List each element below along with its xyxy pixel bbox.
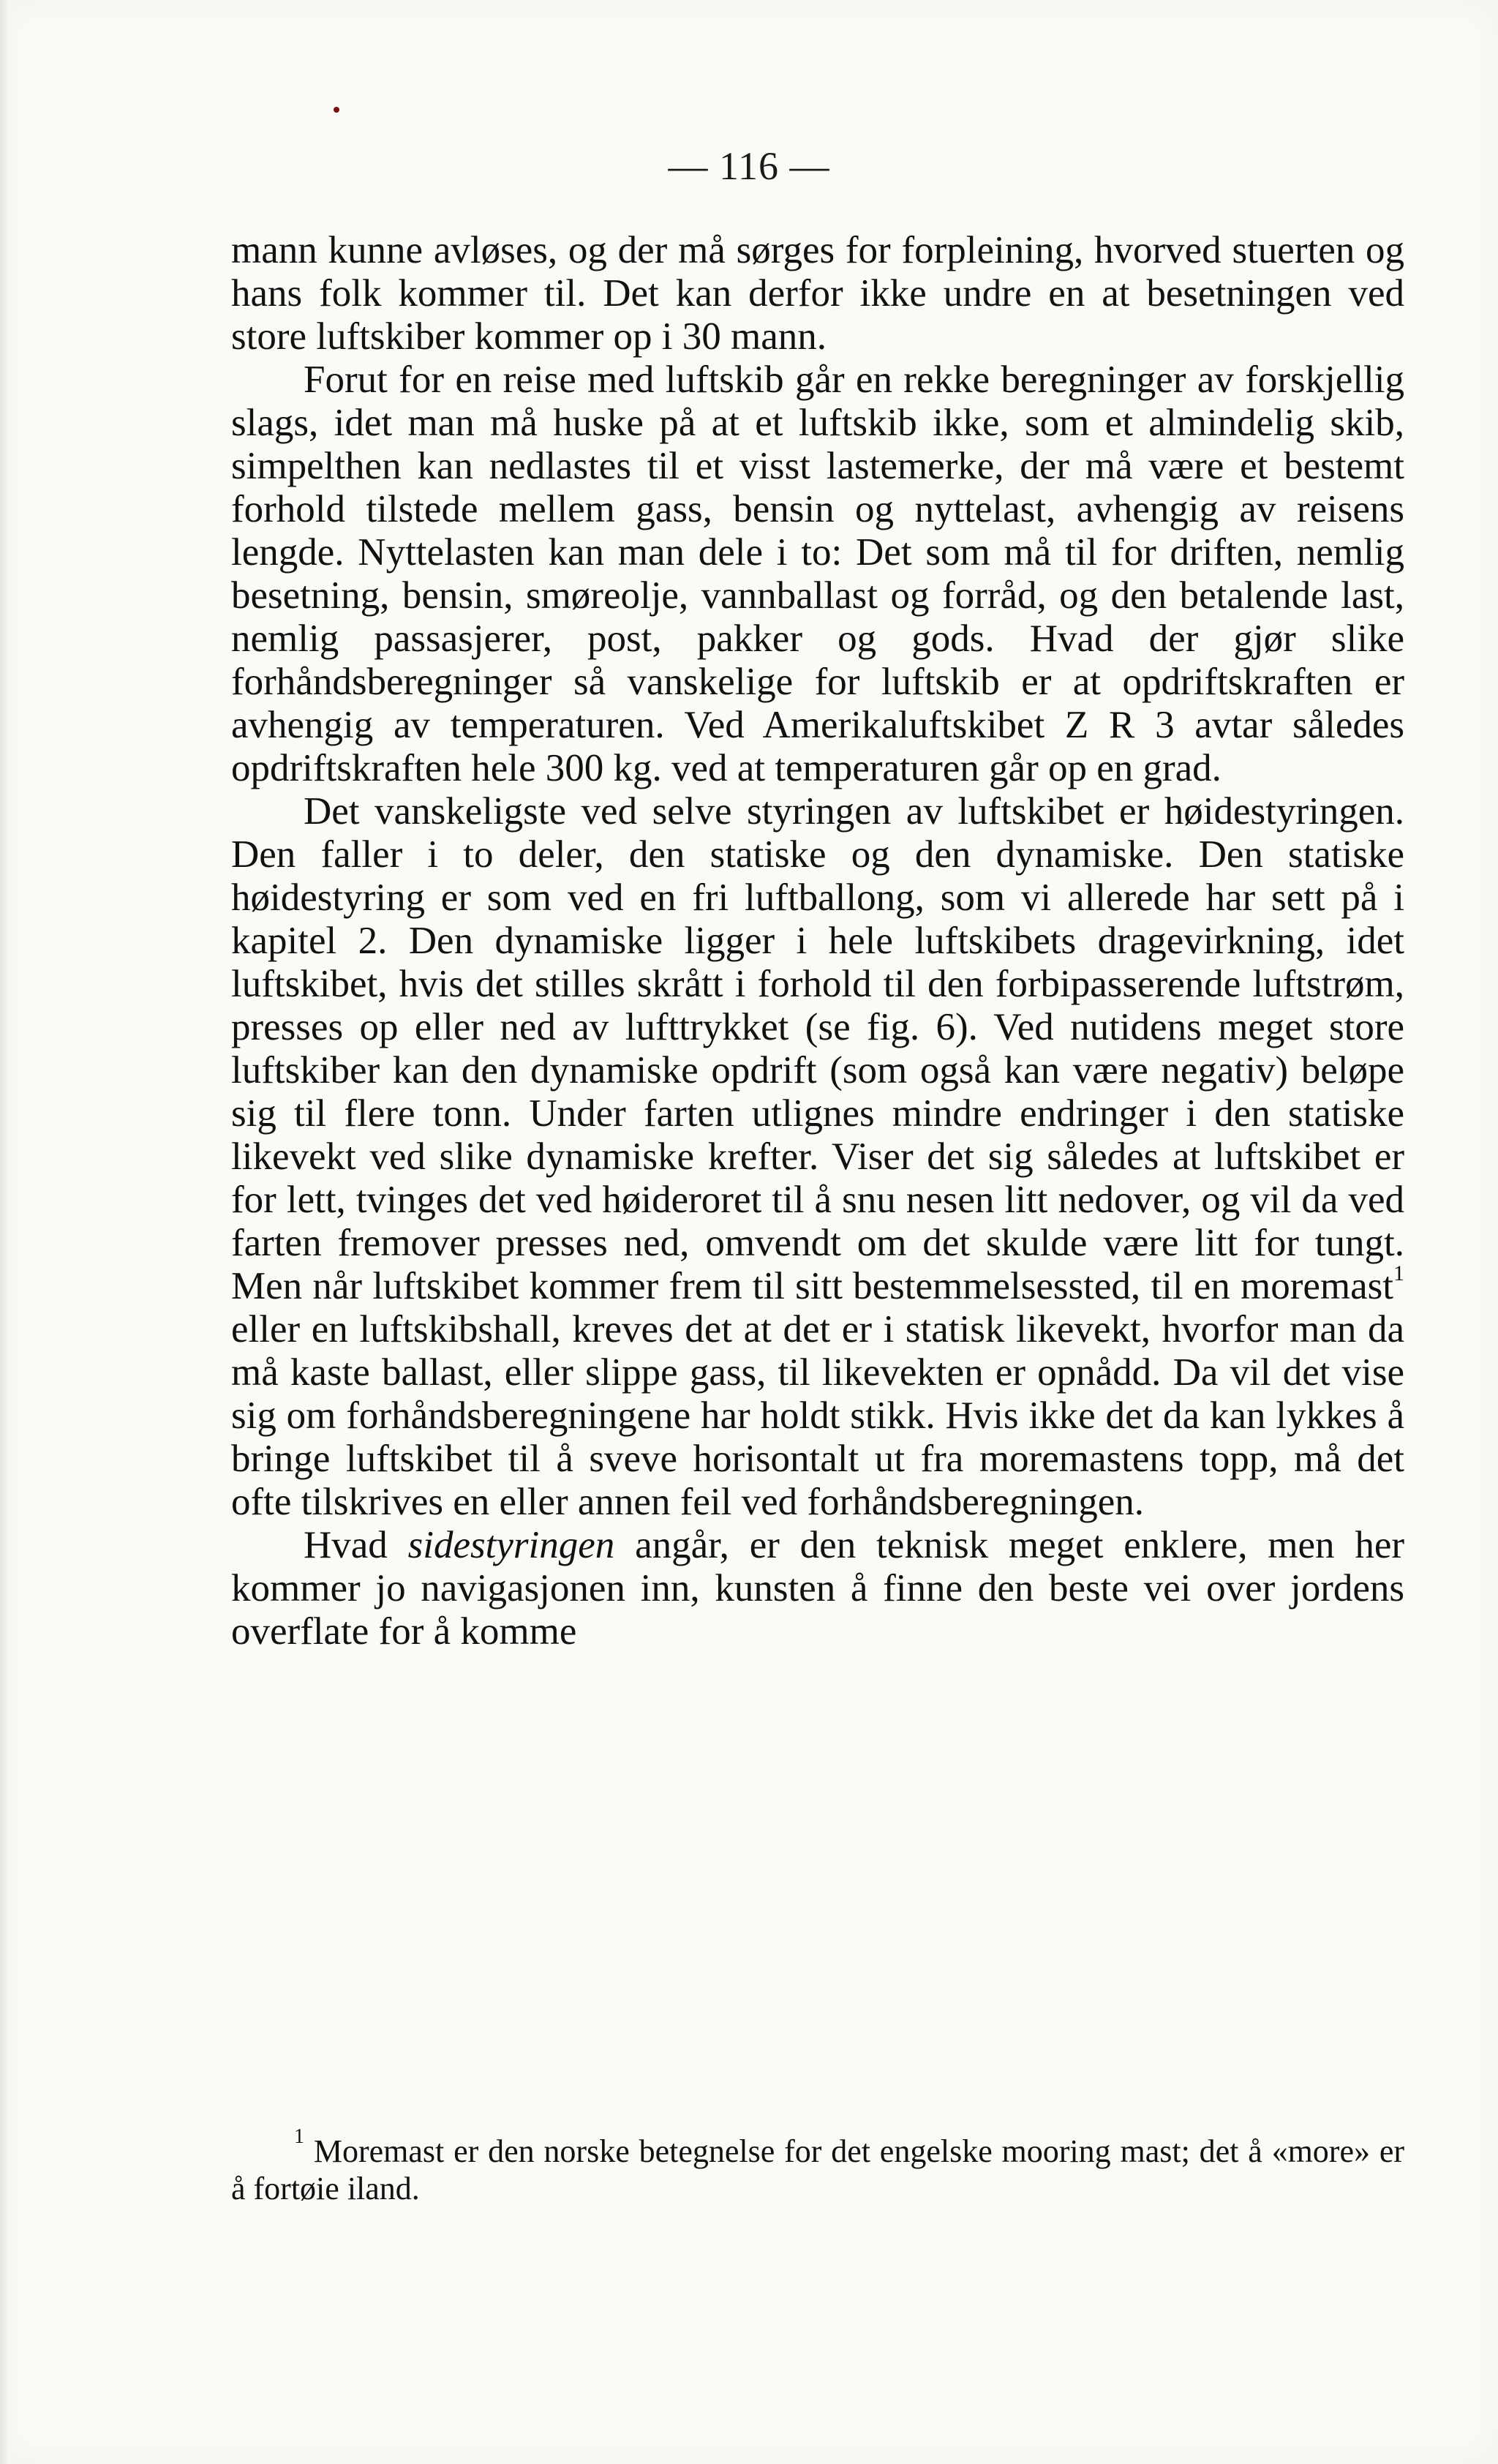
page-number: — 116 — [668, 144, 830, 188]
footnote-reference: 1 [1393, 1261, 1404, 1285]
paragraph-2-text: Forut for en reise med luftskib går en rekke beregninger av forskjellig slags, idet man må huske på at et luftskib ikke, som et almindelig skib, simpelthen kan nedlastes til et visst lastemerke, der må være et bestemt forhold tilstede mellem gass, bensin og nyttelast, avhengig av reisens lengde. Nyttelasten kan man dele i to: Det som må til for driften, nemlig besetning, bensin, smøreolje, vannballast og forråd, og den betalende last, nemlig passasjerer, post, pakker og gods. Hvad der gjør slike forhåndsberegninger så vanskelige for luftskib er at opdriftskraften er avhengig av temperaturen. Ved Amerikaluftskibet Z R 3 avtar således opdriftskraften hele 300 kg. ved at temperaturen går op en grad. [231, 358, 1404, 789]
paragraph-3-text-after: eller en luftskibshall, kreves det at det er i statisk likevekt, hvorfor man da må kaste ballast, eller slippe gass, til likevekten er opnådd. Da vil det vise sig om forhåndsberegningene har holdt stikk. Hvis ikke det da kan lykkes å bringe luftskibet til å sveve horisontalt ut fra moremastens topp, må det ofte tilskrives en eller annen feil ved forhåndsberegningen. [231, 1308, 1404, 1523]
paragraph-1-text: mann kunne avløses, og der må sørges for forpleining, hvorved stuerten og hans folk kommer til. Det kan derfor ikke undre en at besetningen ved store luftskiber kommer op i 30 mann. [231, 229, 1404, 358]
paragraph-4-text-after: angår, er den teknisk meget enklere, men her kommer jo navigasjonen inn, kunsten å finne den beste vei over jordens overflate for å komme [231, 1524, 1404, 1653]
footnote-paragraph [231, 2125, 1404, 2207]
page-edge-shadow [0, 0, 10, 2464]
paragraph-1 [231, 229, 1404, 358]
paragraph-3 [231, 790, 1404, 1524]
paragraph-4 [231, 1524, 1404, 1653]
paragraph-3-text-before: Det vanskeligste ved selve styringen av luftskibet er høidestyringen. Den faller i to deler, den statiske og den dynamiske. Den statiske høidestyring er som ved en fri luftballong, som vi allerede har sett på i kapitel 2. Den dynamiske ligger i hele luftskibets dragevirkning, idet luftskibet, hvis det stilles skrått i forhold til den forbipasserende luftstrøm, presses op eller ned av lufttrykket (se fig. 6). Ved nutidens meget store luftskiber kan den dynamiske opdrift (som også kan være negativ) beløpe sig til flere tonn. Under farten utlignes mindre endringer i den statiske likevekt ved slike dynamiske krefter. Viser det sig således at luftskibet er for lett, tvinges det ved høideroret til å snu nesen litt nedover, og vil da ved farten fremover presses ned, omvendt om det skulde være litt for tungt. Men når luftskibet kommer frem til sitt bestemmelsessted, til en moremast [231, 790, 1404, 1307]
footnote-text: Moremast er den norske betegnelse for det engelske mooring mast; det å «more» er å fortøie iland. [231, 2133, 1404, 2206]
paragraph-4-emphasis: sidestyringen [407, 1524, 615, 1566]
paragraph-2 [231, 358, 1404, 790]
body-text [231, 229, 1404, 1653]
paragraph-4-text-before: Hvad [304, 1524, 408, 1566]
footnote [231, 2125, 1404, 2207]
ink-speck [334, 107, 339, 113]
footnote-marker: 1 [294, 2125, 304, 2148]
